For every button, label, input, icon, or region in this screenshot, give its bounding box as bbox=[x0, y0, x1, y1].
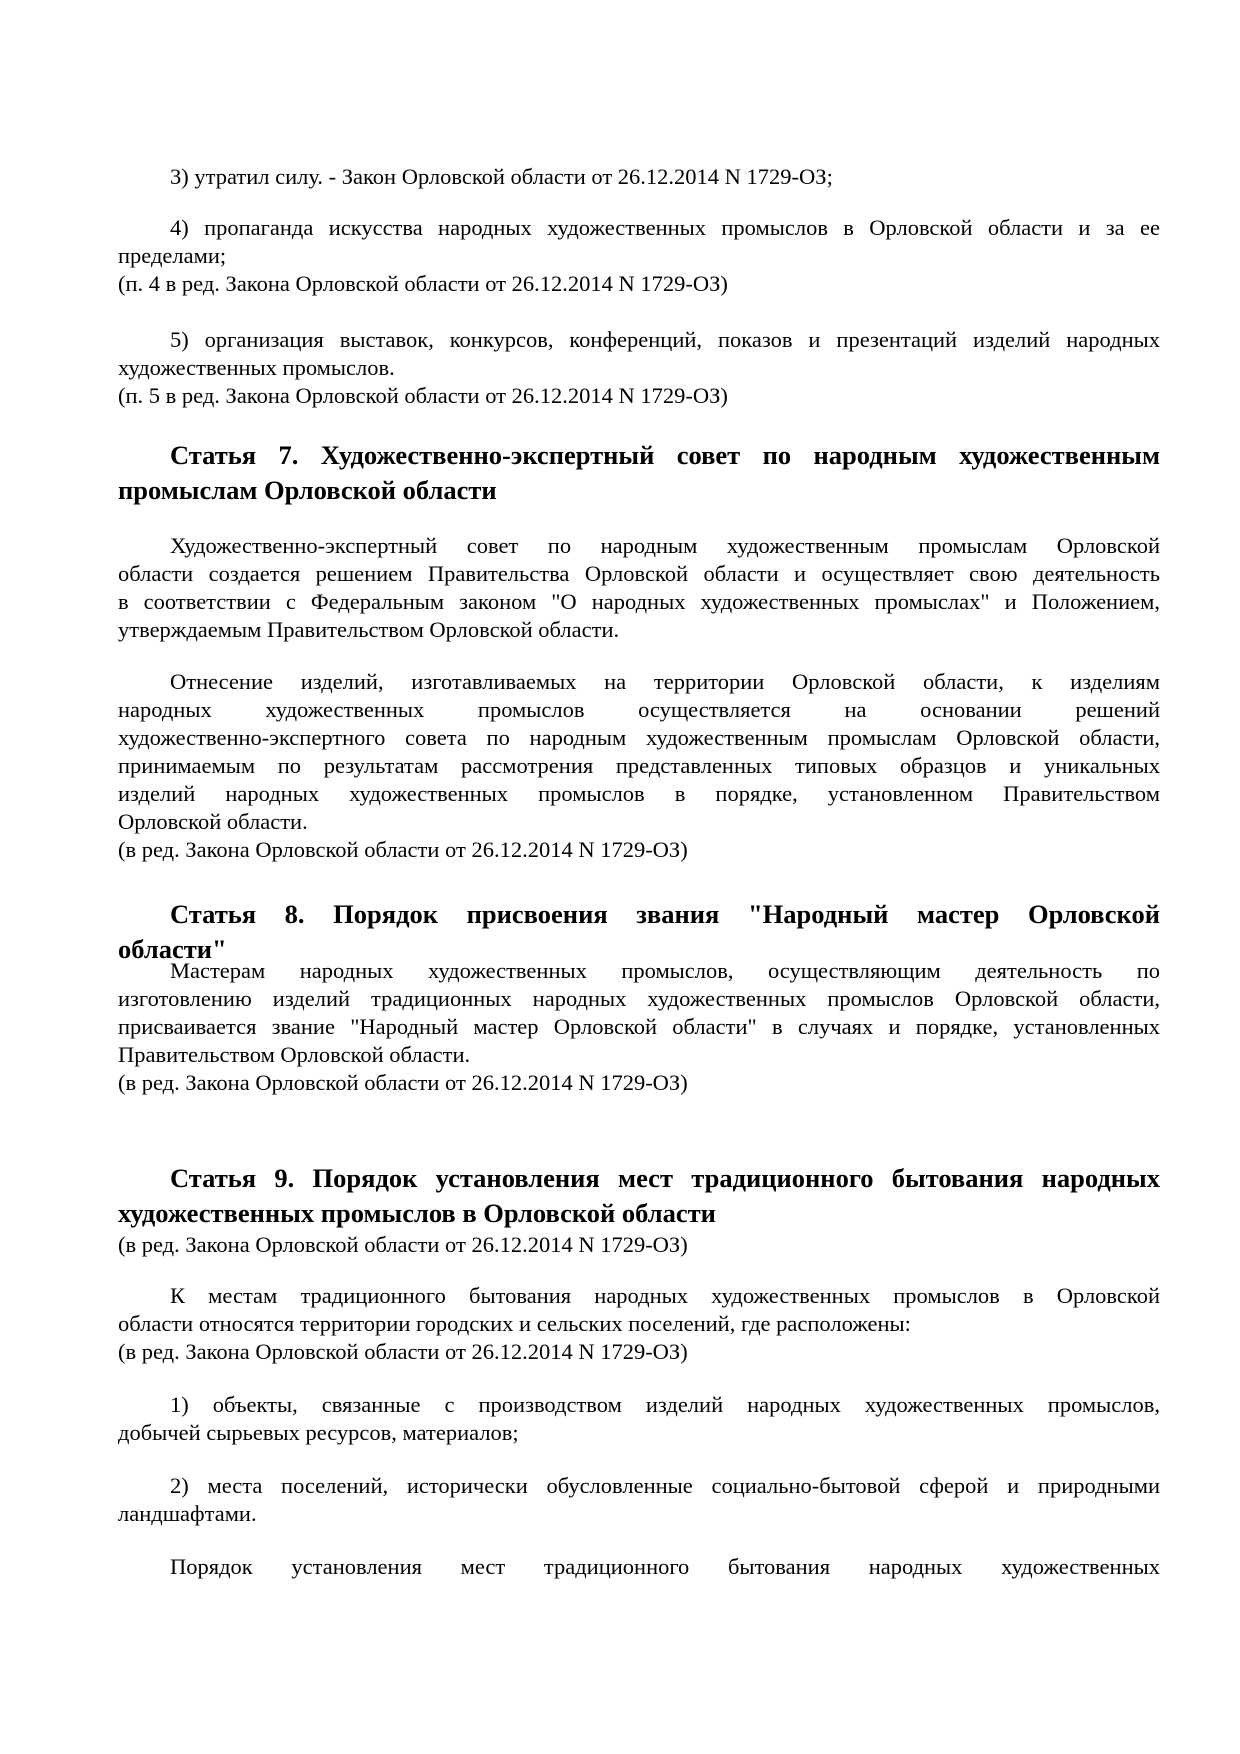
heading-line: Статья 8. Порядок присвоения звания "Народный мастер Орловской bbox=[170, 899, 1160, 929]
text-line: области относятся территории городских и сельских поселений, где расположены: bbox=[118, 1311, 911, 1336]
amendment-note: (п. 4 в ред. Закона Орловской области от 26.12.2014 N 1729-ОЗ) bbox=[118, 271, 728, 296]
article-heading bbox=[118, 1161, 1160, 1259]
text-line: Мастерам народных художественных промыслов, осуществляющим деятельность по bbox=[170, 958, 1160, 983]
text-line: Художественно-экспертный совет по народным художественным промыслам Орловской bbox=[170, 533, 1160, 558]
article-heading bbox=[118, 438, 1160, 508]
paragraph bbox=[118, 1391, 1160, 1447]
text-line: 1) объекты, связанные с производством изделий народных художественных промыслов, bbox=[170, 1392, 1160, 1417]
heading-line: художественных промыслов в Орловской области bbox=[118, 1198, 716, 1228]
heading-line: Статья 9. Порядок установления мест традиционного бытования народных bbox=[170, 1163, 1160, 1193]
heading-line: области" bbox=[118, 934, 227, 964]
paragraph bbox=[118, 957, 1160, 1097]
text-line: 5) организация выставок, конкурсов, конференций, показов и презентаций изделий народных bbox=[170, 327, 1160, 352]
paragraph bbox=[118, 532, 1160, 644]
text-line: Правительством Орловской области. bbox=[118, 1042, 471, 1067]
text-line: принимаемым по результатам рассмотрения представленных типовых образцов и уникальных bbox=[118, 753, 1160, 778]
text-line: в соответствии с Федеральным законом "О народных художественных промыслах" и Положением, bbox=[118, 589, 1160, 614]
text-line: изготовлению изделий традиционных народных художественных промыслов Орловской области, bbox=[118, 986, 1160, 1011]
text-line: 2) места поселений, исторически обусловленные социально-бытовой сферой и природными bbox=[170, 1473, 1160, 1498]
text-line: добычей сырьевых ресурсов, материалов; bbox=[118, 1420, 519, 1445]
text-line: художественных промыслов. bbox=[118, 355, 395, 380]
text-line: ландшафтами. bbox=[118, 1501, 257, 1526]
text-line: 4) пропаганда искусства народных художественных промыслов в Орловской области и за ее bbox=[170, 215, 1160, 240]
paragraph bbox=[118, 1472, 1160, 1528]
text-line: изделий народных художественных промыслов в порядке, установленном Правительством bbox=[118, 781, 1160, 806]
text-line: художественно-экспертного совета по народным художественным промыслам Орловской области, bbox=[118, 725, 1160, 750]
paragraph bbox=[118, 326, 1160, 410]
amendment-note: (в ред. Закона Орловской области от 26.12.2014 N 1729-ОЗ) bbox=[118, 1232, 688, 1257]
text-line: Орловской области. bbox=[118, 809, 308, 834]
text-line: области создается решением Правительства Орловской области и осуществляет свою деятельность bbox=[118, 561, 1160, 586]
heading-line: Статья 7. Художественно-экспертный совет по народным художественным bbox=[170, 440, 1160, 470]
text-line: утверждаемым Правительством Орловской области. bbox=[118, 617, 620, 642]
text-line: пределами; bbox=[118, 243, 227, 268]
paragraph bbox=[118, 1282, 1160, 1366]
amendment-note: (в ред. Закона Орловской области от 26.12.2014 N 1729-ОЗ) bbox=[118, 1339, 688, 1364]
amendment-note: (п. 5 в ред. Закона Орловской области от 26.12.2014 N 1729-ОЗ) bbox=[118, 383, 728, 408]
text-line: Порядок установления мест традиционного бытования народных художественных bbox=[170, 1554, 1160, 1579]
paragraph bbox=[118, 163, 1160, 191]
amendment-note: (в ред. Закона Орловской области от 26.12.2014 N 1729-ОЗ) bbox=[118, 837, 688, 862]
text-line: присваивается звание "Народный мастер Орловской области" в случаях и порядке, установленных bbox=[118, 1014, 1160, 1039]
paragraph bbox=[118, 668, 1160, 864]
text-line: К местам традиционного бытования народных художественных промыслов в Орловской bbox=[170, 1283, 1160, 1308]
text-line: народных художественных промыслов осуществляется на основании решений bbox=[118, 697, 1160, 722]
text-line: Отнесение изделий, изготавливаемых на территории Орловской области, к изделиям bbox=[170, 669, 1160, 694]
text-line: 3) утратил силу. - Закон Орловской области от 26.12.2014 N 1729-ОЗ; bbox=[170, 164, 833, 189]
paragraph bbox=[118, 1553, 1160, 1581]
amendment-note: (в ред. Закона Орловской области от 26.12.2014 N 1729-ОЗ) bbox=[118, 1070, 688, 1095]
heading-line: промыслам Орловской области bbox=[118, 475, 497, 505]
paragraph bbox=[118, 214, 1160, 298]
